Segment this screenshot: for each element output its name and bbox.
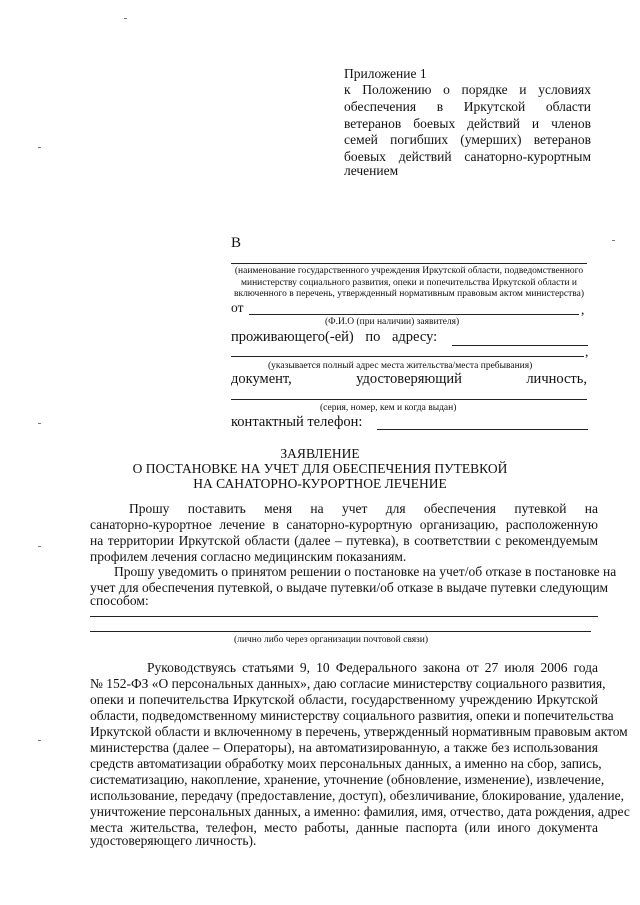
address-note: (указывается полный адрес места жительства/места пребывания) xyxy=(268,361,533,371)
scan-speck xyxy=(38,546,41,547)
name-field-line[interactable] xyxy=(249,314,579,315)
appendix-line: обеспечения в Иркутской области xyxy=(344,99,591,114)
consent-line: места жительства, телефон, место работы, данные паспорта (или иного документа xyxy=(90,820,598,835)
appendix-line: ветеранов боевых действий и членов xyxy=(344,116,591,131)
scan-speck xyxy=(38,423,41,424)
notify-line: учет для обеспечения путевкой, о выдаче путевки/об отказе в выдаче путевки следующим xyxy=(90,580,609,595)
name-note: (Ф.И.О (при наличии) заявителя) xyxy=(325,317,460,327)
request-line: профилем лечения согласно медицинским показаниям. xyxy=(90,549,407,564)
institution-field-line[interactable] xyxy=(231,263,587,264)
consent-line: Руководствуясь статьями 9, 10 Федерального закона от 27 июля 2006 года xyxy=(147,660,598,675)
request-line: на территории Иркутской области (далее – путевка), в соответствии с рекомендуемым xyxy=(90,533,598,548)
residing-label: проживающего(-ей) по адресу: xyxy=(231,329,438,345)
institution-note-line: министерству социального развития, опеки и попечительства Иркутской области и xyxy=(240,277,577,288)
consent-line: опеки и попечительства Иркутской области, государственному учреждению Иркутской xyxy=(90,692,598,707)
consent-line: удостоверяющего личность). xyxy=(90,833,257,848)
notify-method-line-1[interactable] xyxy=(90,616,598,617)
institution-note xyxy=(226,266,592,301)
heading-subtitle: НА САНАТОРНО-КУРОРТНОЕ ЛЕЧЕНИЕ xyxy=(193,476,447,491)
document-field-line[interactable] xyxy=(231,399,587,400)
scan-speck xyxy=(38,740,41,741)
address-comma: , xyxy=(585,344,589,359)
to-prefix: В xyxy=(231,235,242,251)
notify-line: Прошу уведомить о принятом решении о постановке на учет/об отказе в постановке на xyxy=(114,564,617,579)
appendix-title: Приложение 1 xyxy=(344,66,427,81)
consent-line: министерства (далее – Операторы), на автоматизированную, а также без использования xyxy=(90,740,598,755)
name-comma: , xyxy=(581,302,585,317)
appendix-line: лечением xyxy=(344,163,399,178)
request-line: Прошу поставить меня на учет для обеспечения путевкой на xyxy=(129,501,598,516)
consent-line: № 152-ФЗ «О персональных данных», даю согласие министерству социального развития, xyxy=(90,676,606,691)
scan-speck xyxy=(124,18,127,19)
consent-line: средств автоматизации обработку моих персональных данных, а именно на сбор, запись, xyxy=(90,756,602,771)
scan-speck xyxy=(38,147,41,148)
phone-field-line[interactable] xyxy=(377,429,588,430)
institution-note-line: (наименование государственного учреждения Иркутской области, подведомственного xyxy=(234,266,584,276)
phone-label: контактный телефон: xyxy=(231,414,363,430)
document-label: документ, удостоверяющий личность, xyxy=(231,371,587,387)
heading-subtitle: О ПОСТАНОВКЕ НА УЧЕТ ДЛЯ ОБЕСПЕЧЕНИЯ ПУТЕВКОЙ xyxy=(132,461,508,476)
heading-title: ЗАЯВЛЕНИЕ xyxy=(280,446,360,461)
consent-line: Иркутской области и включенному в перечень, утвержденный нормативным правовым актом xyxy=(90,724,628,739)
notify-line: способом: xyxy=(90,593,149,608)
consent-line: систематизацию, накопление, хранение, уточнение (обновление, изменение), извлечение, xyxy=(90,772,605,787)
scan-speck xyxy=(612,240,615,241)
appendix-line: к Положению о порядке и условиях xyxy=(344,82,591,97)
consent-line: использование, передачу (предоставление, доступ), обезличивание, блокирование, удаление, xyxy=(90,788,624,803)
address-field-line-2[interactable] xyxy=(231,356,584,357)
document-note: (серия, номер, кем и когда выдан) xyxy=(320,403,457,413)
request-line: санаторно-курортное лечение в санаторно-курортную организацию, расположенную xyxy=(90,517,598,532)
institution-note-line: включенного в перечень, утвержденный нормативным правовым актом министерства) xyxy=(233,289,585,299)
appendix-line: семей погибших (умерших) ветеранов xyxy=(344,132,591,147)
consent-line: области, подведомственному министерству социального развития, опеки и попечительства xyxy=(90,708,614,723)
notify-method-note: (лично либо через организации почтовой связи) xyxy=(234,635,429,645)
appendix-line: боевых действий санаторно-курортным xyxy=(344,149,591,164)
address-field-line-1[interactable] xyxy=(452,345,588,346)
consent-line: уничтожение персональных данных, а именно: фамилия, имя, отчество, дата рождения, адрес xyxy=(90,804,630,819)
notify-method-line-2[interactable] xyxy=(90,631,591,632)
from-prefix: от xyxy=(231,300,244,315)
